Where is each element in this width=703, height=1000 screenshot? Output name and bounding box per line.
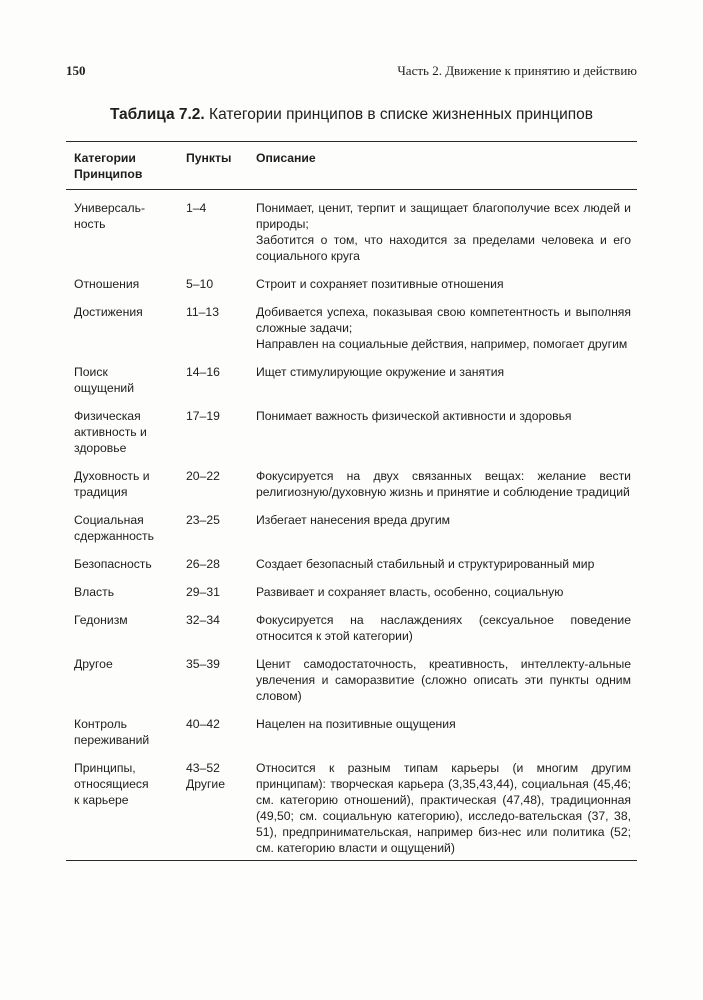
category-cell: Социальная сдержанность [74,513,154,543]
page-number: 150 [66,63,86,78]
description-cell: Создает безопасный стабильный и структурированный мир [256,557,595,571]
principles-table [66,141,637,861]
table-row [66,575,637,603]
items-cell: 43–52 Другие [186,751,256,861]
description-cell: Понимает важность физической активности и здоровья [256,409,572,423]
category-cell: Безопасность [74,557,152,571]
table-row [66,751,637,861]
items-cell: 17–19 [186,409,220,423]
description-cell: Развивает и сохраняет власть, особенно, социальную [256,585,564,599]
category-cell: Контроль переживаний [74,717,150,747]
category-cell: Принципы, относящиеся к карьере [66,751,186,861]
description-cell: Нацелен на позитивные ощущения [256,717,456,731]
description-cell: Понимает, ценит, терпит и защищает благополучие всех людей и природы; Заботится о том, что находится за пределами человека и его социального круга [256,201,631,263]
table-row [66,547,637,575]
category-cell: Другое [74,657,113,671]
table-caption-text: Категории принципов в списке жизненных принципов [204,106,594,123]
table-row [66,503,637,547]
category-cell: Власть [74,585,115,599]
items-cell: 23–25 [186,513,220,527]
items-cell: 20–22 [186,469,220,483]
table-row [66,190,637,268]
table-caption-label: Таблица 7.2. [109,106,205,123]
header-items: Пункты [186,142,256,190]
items-cell: 1–4 [186,201,207,215]
description-cell: Ценит самодостаточность, креативность, интеллекту-альные увлечения и саморазвитие (сложно описать эти пункты одним словом) [256,657,631,703]
category-cell: Достижения [74,305,143,319]
table-row [66,707,637,751]
items-cell: 29–31 [186,585,220,599]
part-title: Часть 2. Движение к принятию и действию [397,63,637,78]
category-cell: Физическая активность и здоровье [74,409,147,455]
description-cell: Фокусируется на двух связанных вещах: желание вести религиозную/духовную жизнь и принятие и соблюдение традиций [256,469,631,499]
category-cell: Универсаль- ность [74,201,146,231]
description-cell: Строит и сохраняет позитивные отношения [256,277,504,291]
items-cell: 32–34 [186,613,220,627]
items-cell: 26–28 [186,557,220,571]
description-cell: Относится к разным типам карьеры (и многим другим принципам): творческая карьера (3,35,43,44), социальная (45,46; см. категорию отношений), практическая (47,48), традиционная (49,50; см. социальную категорию), исследо-вательская (37, 38, 51), предпринимательская, например биз-нес или политика (52; см. категорию власти и ощущений) [256,751,637,861]
table-body [66,190,637,861]
header-description: Описание [256,142,637,190]
table-row [66,603,637,647]
category-cell: Гедонизм [74,613,128,627]
description-cell: Избегает нанесения вреда другим [256,513,451,527]
description-cell: Ищет стимулирующие окружение и занятия [256,365,505,379]
table-row [66,267,637,295]
items-cell: 11–13 [186,305,219,319]
table-caption [66,106,637,124]
table-row [66,647,637,707]
items-cell: 40–42 [186,717,220,731]
category-cell: Поиск ощущений [74,365,135,395]
table-row [66,295,637,355]
header-categories: Категории Принципов [66,142,186,190]
table-row [66,399,637,459]
description-cell: Фокусируется на наслаждениях (сексуальное поведение относится к этой категории) [256,613,631,643]
table-header-row [66,142,637,190]
table-row [66,459,637,503]
items-cell: 35–39 [186,657,220,671]
description-cell: Добивается успеха, показывая свою компетентность и выполняя сложные задачи; Направлен на социальные действия, например, помогает другим [256,305,631,351]
category-cell: Духовность и традиция [74,469,150,499]
items-cell: 14–16 [186,365,220,379]
category-cell: Отношения [74,277,140,291]
items-cell: 5–10 [186,277,214,291]
table-row [66,355,637,399]
